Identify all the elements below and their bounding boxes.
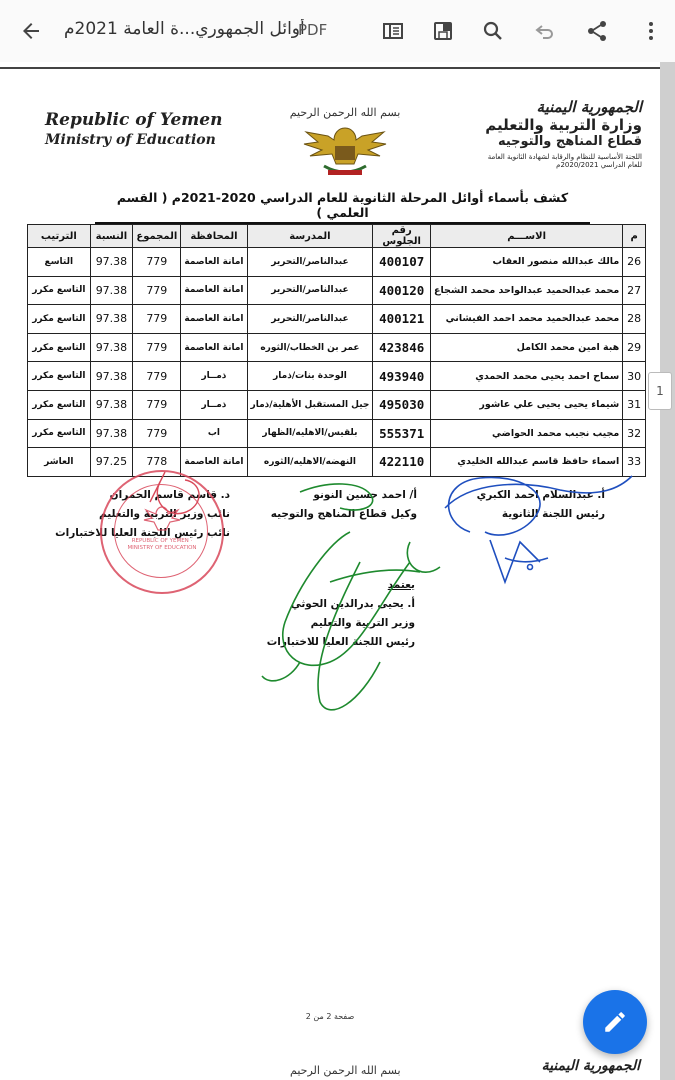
approver-title-2: رئيس اللجنة العليا للاختبارات [266,636,415,648]
cell-governorate: امانة العاصمة [181,448,247,477]
cell-name: شيماء يحيى يحيى علي عاشور [430,390,622,419]
table-row [28,276,646,305]
cell-school: جيل المستقبل الأهلية/ذمار [247,390,373,419]
col-header-percentage: النسبة [90,225,133,248]
cell-governorate: اب [181,419,247,448]
signer-title-right: رئيس اللجنة الثانوية [501,508,605,520]
signer-title-middle: وكيل قطاع المناهج والتوجيه [270,508,417,520]
cell-governorate: ذمــار [181,362,247,391]
cell-total: 779 [133,333,181,362]
cell-rank: التاسع مكرر [28,276,91,305]
cell-seat: 400120 [373,276,431,305]
cell-percentage: 97.25 [90,448,133,477]
more-vert-icon[interactable] [634,14,668,48]
cell-percentage: 97.38 [90,390,133,419]
english-ministry: Ministry of Education [45,132,216,148]
arabic-committee: اللجنة الأساسية للنظام والرقابة لشهادة الثانوية العامة [487,153,642,161]
cell-name: مالك عبدالله منصور العقاب [430,248,622,277]
cell-total: 779 [133,276,181,305]
cell-seat: 400107 [373,248,431,277]
cell-seat: 422110 [373,448,431,477]
col-header-governorate: المحافظة [181,225,247,248]
cell-rank: التاسع مكرر [28,362,91,391]
undo-icon[interactable] [528,14,562,48]
approver-name: أ. يحيى بدرالدين الحوثي [290,598,415,610]
cell-number: 31 [623,390,646,419]
results-table [27,224,646,477]
cell-percentage: 97.38 [90,276,133,305]
cell-school: بلقيس/الاهليه/الظهار [247,419,373,448]
cell-rank: التاسع مكرر [28,419,91,448]
table-row [28,305,646,334]
arabic-header [442,98,642,169]
col-header-seat: رقم الجلوس [373,225,431,248]
cell-seat: 555371 [373,419,431,448]
arabic-sector: قطاع المناهج والتوجيه [497,134,642,149]
cell-percentage: 97.38 [90,333,133,362]
cell-rank: العاشر [28,448,91,477]
pencil-icon [602,1009,628,1035]
arabic-country: الجمهورية اليمنية [536,98,642,116]
english-country: Republic of Yemen [45,110,223,130]
cell-seat: 493940 [373,362,431,391]
pdf-toolbar [0,0,675,63]
cell-rank: التاسع [28,248,91,277]
page-top-rule [0,67,660,69]
table-row [28,248,646,277]
cell-rank: التاسع مكرر [28,333,91,362]
cell-total: 779 [133,419,181,448]
back-arrow-icon[interactable] [14,14,48,48]
edit-fab-button[interactable] [583,990,647,1054]
cell-number: 27 [623,276,646,305]
cell-school: النهضه/الاهليه/الثوره [247,448,373,477]
cell-governorate: ذمــار [181,390,247,419]
signature-block-right [425,486,605,524]
cell-seat: 495030 [373,390,431,419]
cell-governorate: امانة العاصمة [181,276,247,305]
page-footer-number: صفحة 2 من 2 [305,1012,355,1021]
cell-number: 29 [623,333,646,362]
approval-block [255,576,415,652]
cell-number: 26 [623,248,646,277]
basmala: بسم الله الرحمن الرحيم [289,106,401,119]
cell-total: 779 [133,390,181,419]
cell-school: عبدالناصر/التحرير [247,305,373,334]
cell-total: 779 [133,362,181,391]
table-row [28,448,646,477]
cell-name: محمد عبدالحميد عبدالواحد محمد الشجاع [430,276,622,305]
stamp-text: REPUBLIC OF YEMEN · MINISTRY OF EDUCATION [127,538,197,551]
signer-name-middle: أ/ احمد حسين النونو [313,489,417,501]
approver-title-1: وزير التربية والتعليم [310,617,415,629]
document-heading: كشف بأسماء أوائل المرحلة الثانوية للعام الدراسي 2020-2021م ( القسم العلمي ) [95,190,590,224]
cell-rank: التاسع مكرر [28,390,91,419]
cell-percentage: 97.38 [90,362,133,391]
cell-seat: 400121 [373,305,431,334]
col-header-rank: الترتيب [28,225,91,248]
cell-school: عبدالناصر/التحرير [247,248,373,277]
cell-school: عبدالناصر/التحرير [247,276,373,305]
cell-school: عمر بن الخطاب/الثوره [247,333,373,362]
cell-governorate: امانة العاصمة [181,305,247,334]
english-header [45,110,222,148]
pdf-page [0,62,660,1080]
cell-name: محمد عبدالحميد محمد احمد الفيشاني [430,305,622,334]
table-header-row [28,225,646,248]
cell-name: هبة امين محمد الكامل [430,333,622,362]
table-row [28,390,646,419]
drive-save-icon[interactable] [426,14,460,48]
table-row [28,333,646,362]
cell-percentage: 97.38 [90,305,133,334]
cell-number: 32 [623,419,646,448]
print-preview-icon[interactable] [376,14,410,48]
document-title: أوائل الجمهوري...ة العامة 2021م [64,19,305,39]
cell-total: 778 [133,448,181,477]
table-row [28,419,646,448]
col-header-total: المجموع [133,225,181,248]
arabic-ministry: وزارة التربية والتعليم [485,116,642,134]
signer-name-right: أ. عبدالسلام احمد الكبري [476,489,605,501]
cell-school: الوحدة بنات/ذمار [247,362,373,391]
pdf-format-label: PDF [298,21,328,39]
share-icon[interactable] [580,14,614,48]
cell-percentage: 97.38 [90,248,133,277]
cell-number: 28 [623,305,646,334]
col-header-name: الاســـم [430,225,622,248]
signer-title-left-1: نائب وزير التربية والتعليم [99,508,230,520]
cell-name: سماح احمد يحيى محمد الحمدي [430,362,622,391]
table-row [28,362,646,391]
arabic-academic-year: للعام الدراسي 2020/2021م [556,161,642,169]
cell-number: 33 [623,448,646,477]
search-icon[interactable] [476,14,510,48]
col-header-number: م [623,225,646,248]
cell-seat: 423846 [373,333,431,362]
next-page-basmala: بسم الله الرحمن الرحيم [290,1064,401,1077]
signature-block-middle [257,486,417,524]
col-header-school: المدرسة [247,225,373,248]
cell-total: 779 [133,248,181,277]
signer-title-left-2: نائب رئيس اللجنة العليا للاختبارات [55,527,230,539]
stamp-eagle-icon [142,504,182,534]
cell-total: 779 [133,305,181,334]
official-stamp [100,470,224,594]
cell-percentage: 97.38 [90,419,133,448]
next-page-header: الجمهورية اليمنية [541,1058,640,1074]
signer-name-left: د. قاسم قاسم الحمران [109,489,230,501]
approved-label: يعتمد [387,579,415,591]
cell-rank: التاسع مكرر [28,305,91,334]
scroll-gutter [660,62,675,1080]
cell-governorate: امانة العاصمة [181,333,247,362]
yemen-emblem-icon [298,122,392,182]
page-number-tab[interactable]: 1 [648,372,672,410]
cell-governorate: امانة العاصمة [181,248,247,277]
cell-name: اسماء حافظ قاسم عبدالله الخليدي [430,448,622,477]
cell-name: مجيب نجيب محمد الحواضي [430,419,622,448]
cell-number: 30 [623,362,646,391]
